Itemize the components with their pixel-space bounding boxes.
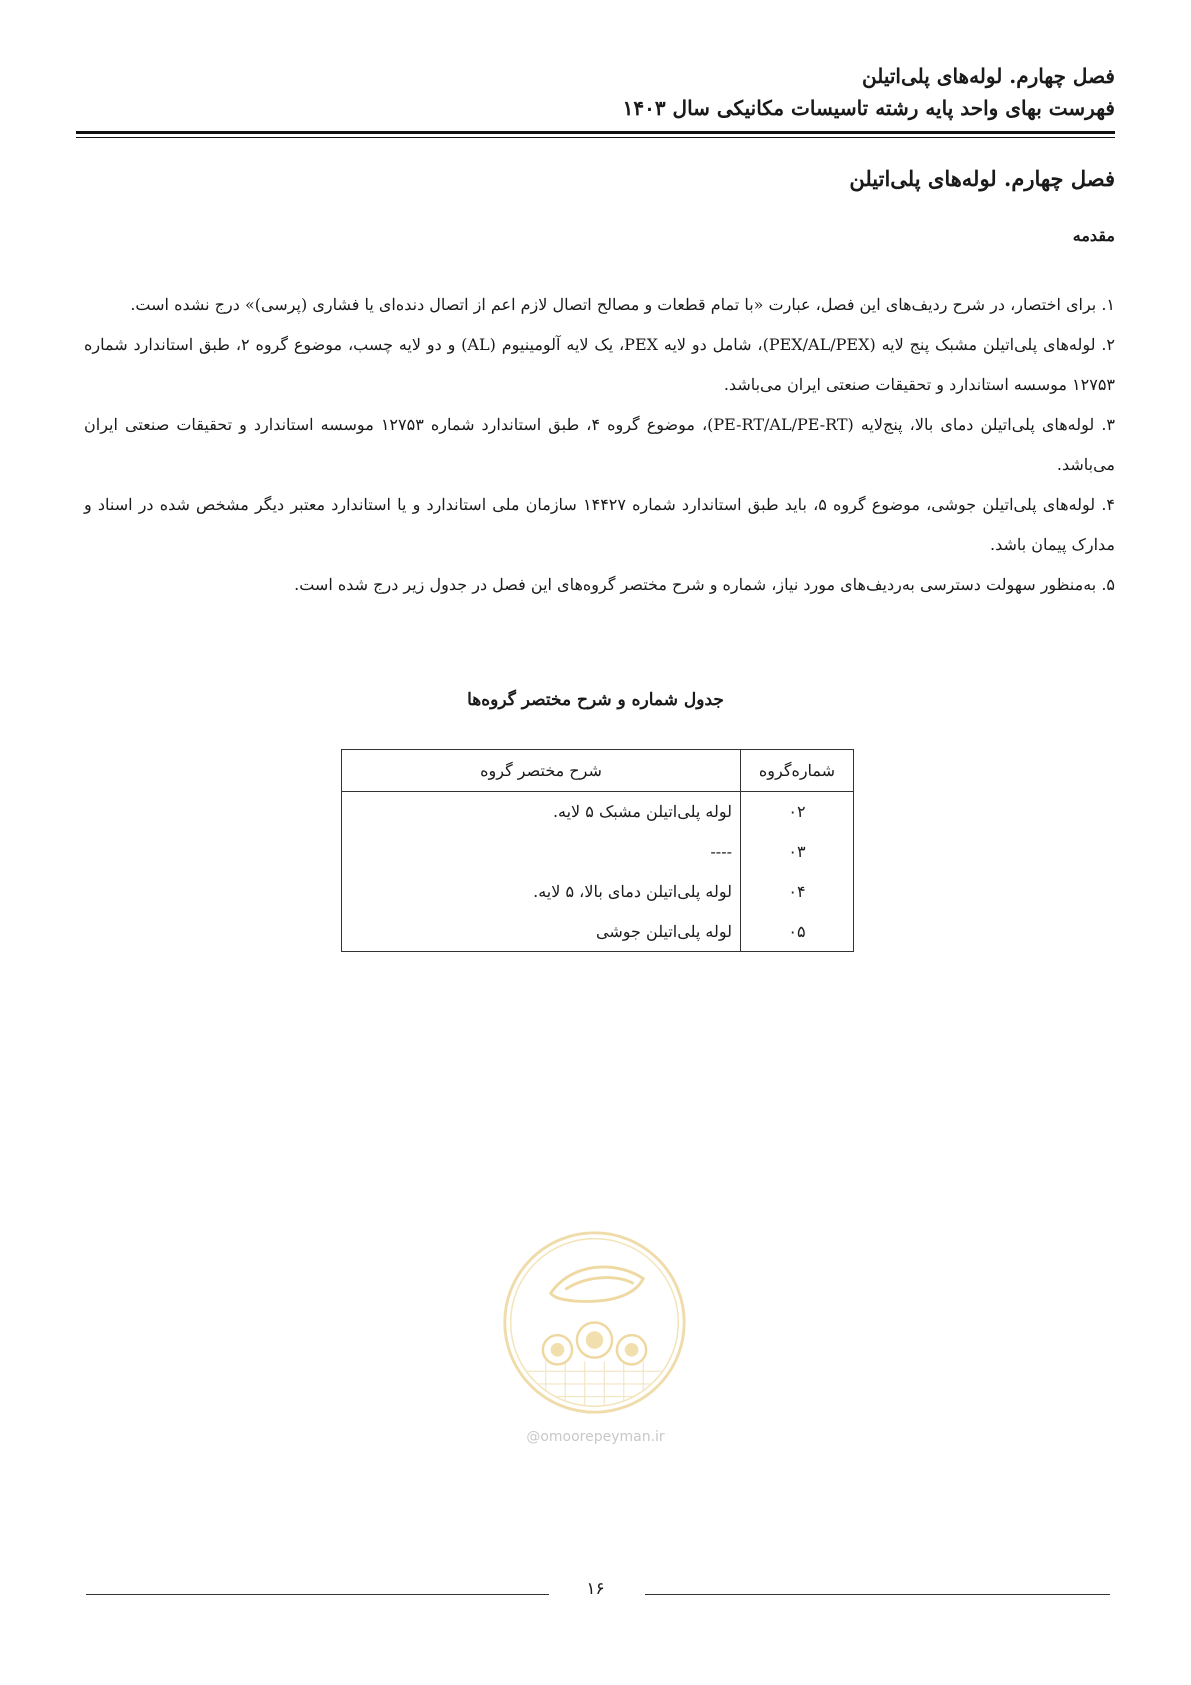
paragraph-2: ۲. لوله‌های پلی‌اتیلن مشبک پنج لایه (PEX/AL/PEX)، شامل دو لایه PEX، یک لایه آلومینیوم (AL) و دو لایه چسب، موضوع گروه ۲، طبق استاندارد شماره ۱۲۷۵۳ موسسه استاندارد و تحقیقات صنعتی ایران می‌باشد. <box>84 335 1116 394</box>
intro-paragraphs <box>84 285 1115 605</box>
page-number: ۱۶ <box>586 1579 605 1599</box>
group-number-cell: ۰۲ <box>741 792 854 832</box>
table-row <box>342 832 854 872</box>
intro-heading: مقدمه <box>1072 226 1115 245</box>
group-description-cell: لوله پلی‌اتیلن دمای بالا، ۵ لایه. <box>342 872 741 912</box>
header-book-title: فهرست بهای واحد پایه رشته تاسیسات مکانیکی سال ۱۴۰۳ <box>622 96 1115 120</box>
chapter-title: فصل چهارم. لوله‌های پلی‌اتیلن <box>849 166 1115 191</box>
paragraph-1: ۱. برای اختصار، در شرح ردیف‌های این فصل، عبارت «با تمام قطعات و مصالح اتصال لازم اعم از اتصال دنده‌ای یا فشاری (پرسی)» درج نشده است. <box>130 295 1115 314</box>
paragraph-4: ۴. لوله‌های پلی‌اتیلن جوشی، موضوع گروه ۵، باید طبق استاندارد شماره ۱۴۴۲۷ سازمان ملی استاندارد و یا استاندارد معتبر دیگر مشخص شده در اسناد و مدارک پیمان باشد. <box>84 495 1116 554</box>
header-group-description: شرح مختصر گروه <box>342 750 741 792</box>
table-row <box>342 792 854 832</box>
groups-table <box>341 749 854 952</box>
group-description-cell: لوله پلی‌اتیلن جوشی <box>342 912 741 952</box>
header-divider <box>76 131 1115 138</box>
paragraph-5: ۵. به‌منظور سهولت دسترسی به‌ردیف‌های مورد نیاز، شماره و شرح مختصر گروه‌های این فصل در جدول زیر درج شده است. <box>294 575 1115 594</box>
table-row <box>342 912 854 952</box>
watermark-caption: @omoorepeyman.ir <box>526 1429 665 1445</box>
group-number-cell: ۰۵ <box>741 912 854 952</box>
group-description-cell: ---- <box>342 832 741 872</box>
header-chapter: فصل چهارم. لوله‌های پلی‌اتیلن <box>861 64 1115 88</box>
group-number-cell: ۰۴ <box>741 872 854 912</box>
running-header <box>76 60 1115 124</box>
group-description-cell: لوله پلی‌اتیلن مشبک ۵ لایه. <box>342 792 741 832</box>
watermark-logo-icon <box>497 1225 692 1420</box>
table-title: جدول شماره و شرح مختصر گروه‌ها <box>467 690 724 710</box>
table-row <box>342 872 854 912</box>
header-group-number: شماره‌گروه <box>741 750 854 792</box>
group-number-cell: ۰۳ <box>741 832 854 872</box>
table-header-row <box>342 750 854 792</box>
paragraph-3: ۳. لوله‌های پلی‌اتیلن دمای بالا، پنج‌لایه (PE-RT/AL/PE-RT)، موضوع گروه ۴، طبق استاندارد شماره ۱۲۷۵۳ موسسه استاندارد و تحقیقات صنعتی ایران می‌باشد. <box>84 415 1116 474</box>
